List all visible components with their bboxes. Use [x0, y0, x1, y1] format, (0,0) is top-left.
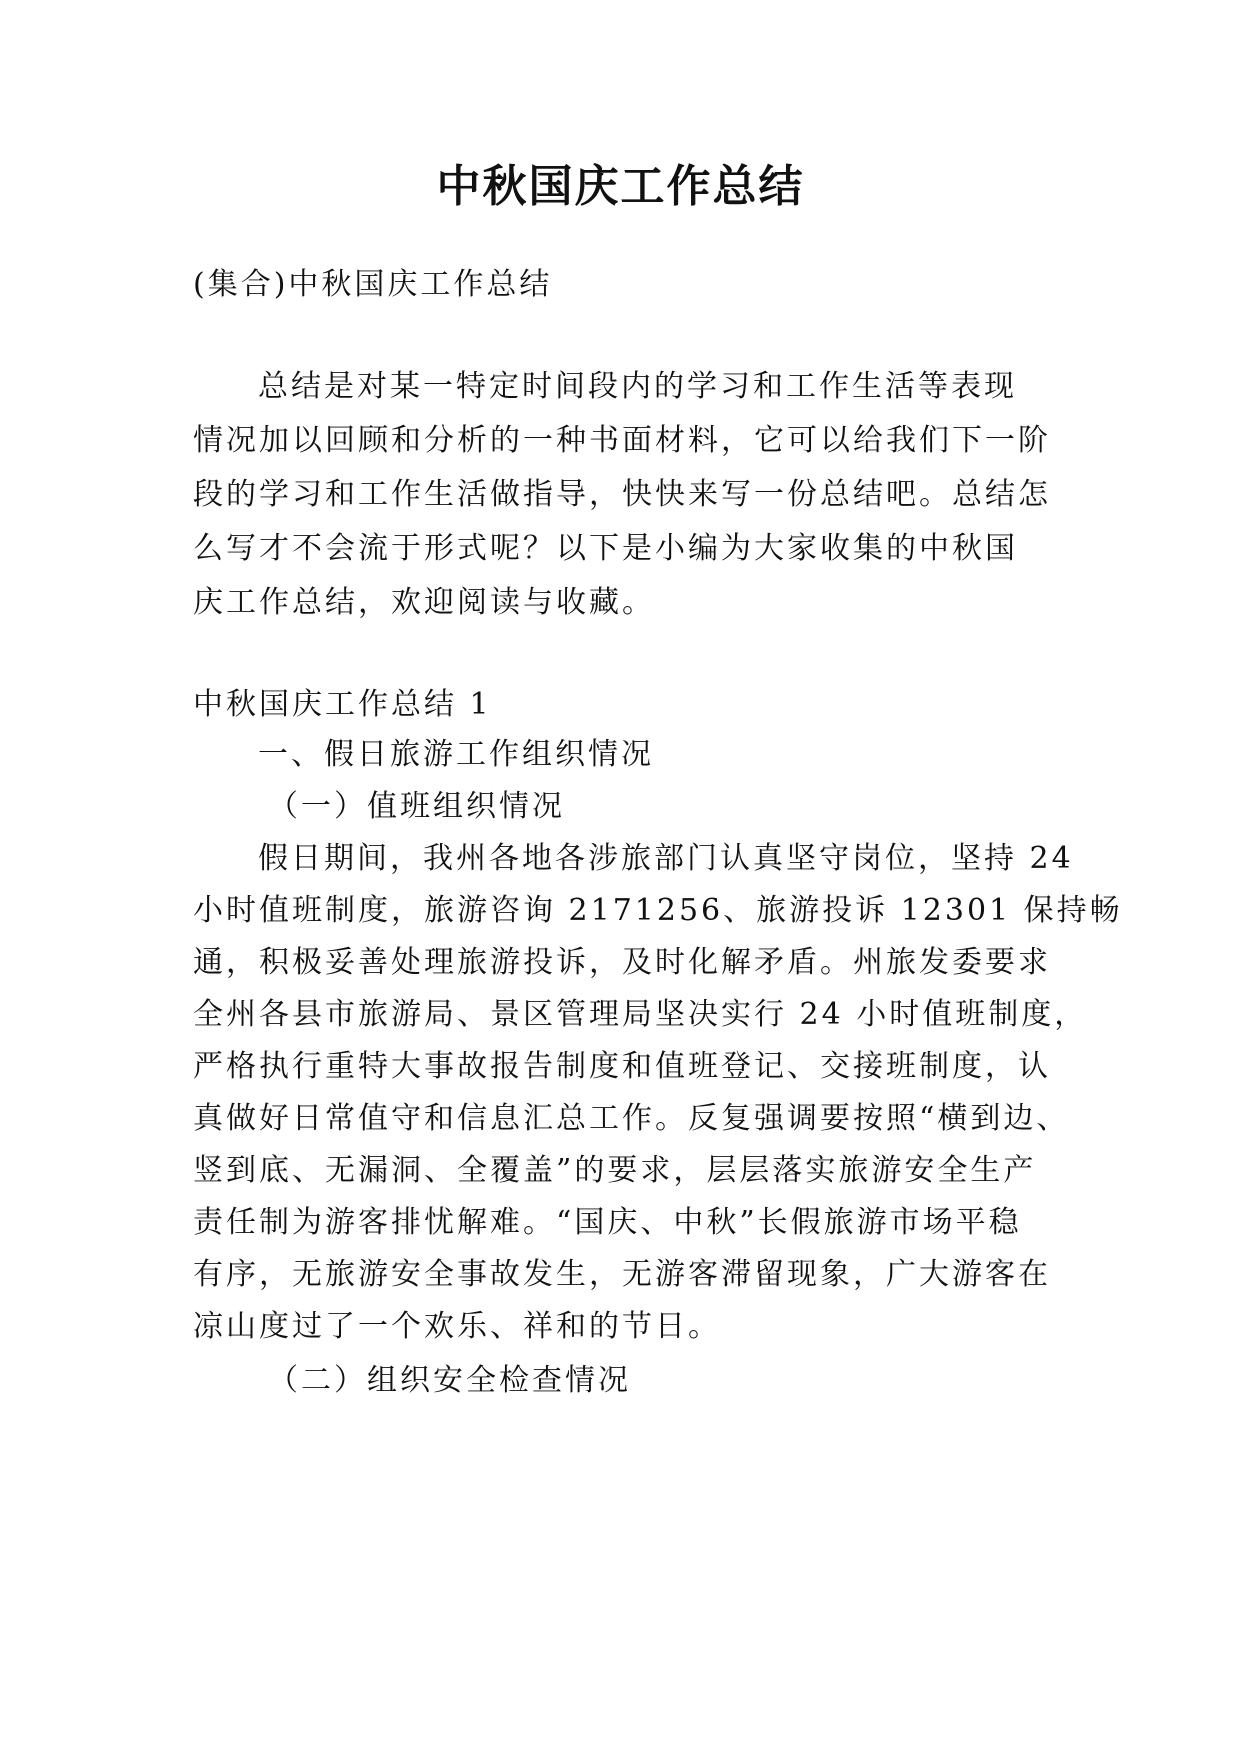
- body-line: 全州各县市旅游局、景区管理局坚决实行 24 小时值班制度，: [193, 997, 1088, 1032]
- document-subtitle: (集合)中秋国庆工作总结: [193, 267, 553, 302]
- body-line: 真做好日常值守和信息汇总工作。反复强调要按照“横到边、: [193, 1101, 1070, 1136]
- intro-line: 庆工作总结，欢迎阅读与收藏。: [193, 585, 655, 620]
- item-heading: （二）组织安全检查情况: [268, 1363, 631, 1398]
- body-line: 通，积极妥善处理旅游投诉，及时化解矛盾。州旅发委要求: [193, 945, 1051, 980]
- body-line: 假日期间，我州各地各涉旅部门认真坚守岗位，坚持 24: [258, 841, 1074, 876]
- body-line: 凉山度过了一个欢乐、祥和的节日。: [193, 1309, 721, 1344]
- intro-line: 情况加以回顾和分析的一种书面材料，它可以给我们下一阶: [193, 423, 1051, 458]
- document-title: 中秋国庆工作总结: [436, 161, 805, 212]
- intro-line: 总结是对某一特定时间段内的学习和工作生活等表现: [258, 369, 1017, 404]
- body-line: 小时值班制度，旅游咨询 2171256、旅游投诉 12301 保持畅: [193, 893, 1123, 928]
- body-line: 责任制为游客排忧解难。“国庆、中秋”长假旅游市场平稳: [193, 1205, 1022, 1240]
- body-line: 有序，无旅游安全事故发生，无游客滞留现象，广大游客在: [193, 1257, 1051, 1292]
- item-heading: （一）值班组织情况: [268, 789, 565, 824]
- section-heading: 中秋国庆工作总结 1: [193, 687, 492, 722]
- body-line: 竖到底、无漏洞、全覆盖”的要求，层层落实旅游安全生产: [193, 1153, 1037, 1188]
- subsection-heading: 一、假日旅游工作组织情况: [258, 737, 654, 772]
- intro-line: 么写才不会流于形式呢？以下是小编为大家收集的中秋国: [193, 531, 1018, 566]
- intro-line: 段的学习和工作生活做指导，快快来写一份总结吧。总结怎: [193, 477, 1051, 512]
- body-line: 严格执行重特大事故报告制度和值班登记、交接班制度，认: [193, 1049, 1051, 1084]
